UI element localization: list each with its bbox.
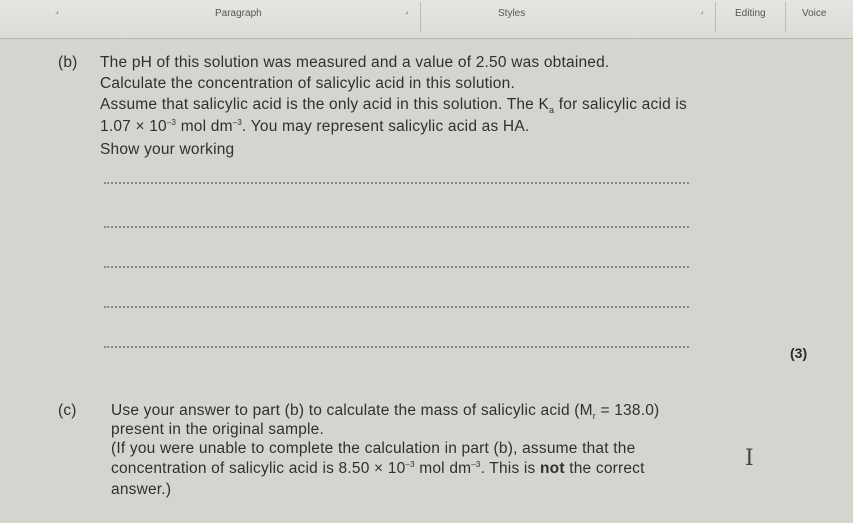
dialog-launcher-icon[interactable]: ⌟ — [55, 6, 59, 15]
ribbon-group-voice[interactable]: Voice — [802, 8, 827, 19]
question-b-instruction: Show your working — [100, 141, 235, 158]
question-b-label: (b) — [58, 54, 78, 71]
question-c-label: (c) — [58, 402, 77, 419]
question-c-line: Use your answer to part (b) to calculate the mass of salicylic acid $(M_r = 138.0)$ — [111, 402, 660, 422]
marks-label: (3) — [790, 345, 808, 361]
question-c-line: (If you were unable to complete the calculation in part (b), assume that the — [111, 440, 636, 457]
dialog-launcher-icon[interactable]: ⌟ — [405, 6, 409, 15]
answer-line[interactable] — [104, 346, 689, 348]
question-b-line: Calculate the concentration of salicylic acid in this solution. — [100, 75, 515, 92]
question-b-line: $1.07 \times 10^{-3}$ mol $dm^{-3}$. You may represent salicylic acid as HA. — [100, 118, 530, 136]
answer-line[interactable] — [104, 182, 689, 184]
question-c-line: answer.) — [111, 481, 172, 498]
question-c-line: concentration of salicylic acid is $8.50 \times 10^{-3}$ mol $dm^{-3}$. This is not the correct — [111, 460, 645, 478]
question-b-line: Assume that salicylic acid is the only acid in this solution. The $K_a$ for salicylic acid is — [100, 96, 688, 116]
answer-line[interactable] — [104, 226, 689, 228]
ribbon-group-styles[interactable]: Styles — [498, 8, 526, 19]
text-cursor-icon: I — [745, 446, 754, 471]
ribbon-divider — [785, 2, 786, 32]
ribbon-divider — [420, 2, 421, 32]
ribbon-group-paragraph[interactable]: Paragraph — [215, 8, 262, 19]
dialog-launcher-icon[interactable]: ⌟ — [700, 6, 704, 15]
question-c-line: present in the original sample. — [111, 421, 324, 438]
answer-line[interactable] — [104, 266, 689, 268]
ribbon-toolbar — [0, 0, 853, 39]
ribbon-divider — [715, 2, 716, 32]
question-b-line: The pH of this solution was measured and a value of 2.50 was obtained. — [100, 54, 610, 71]
answer-line[interactable] — [104, 306, 689, 308]
ribbon-group-editing[interactable]: Editing — [735, 8, 766, 19]
